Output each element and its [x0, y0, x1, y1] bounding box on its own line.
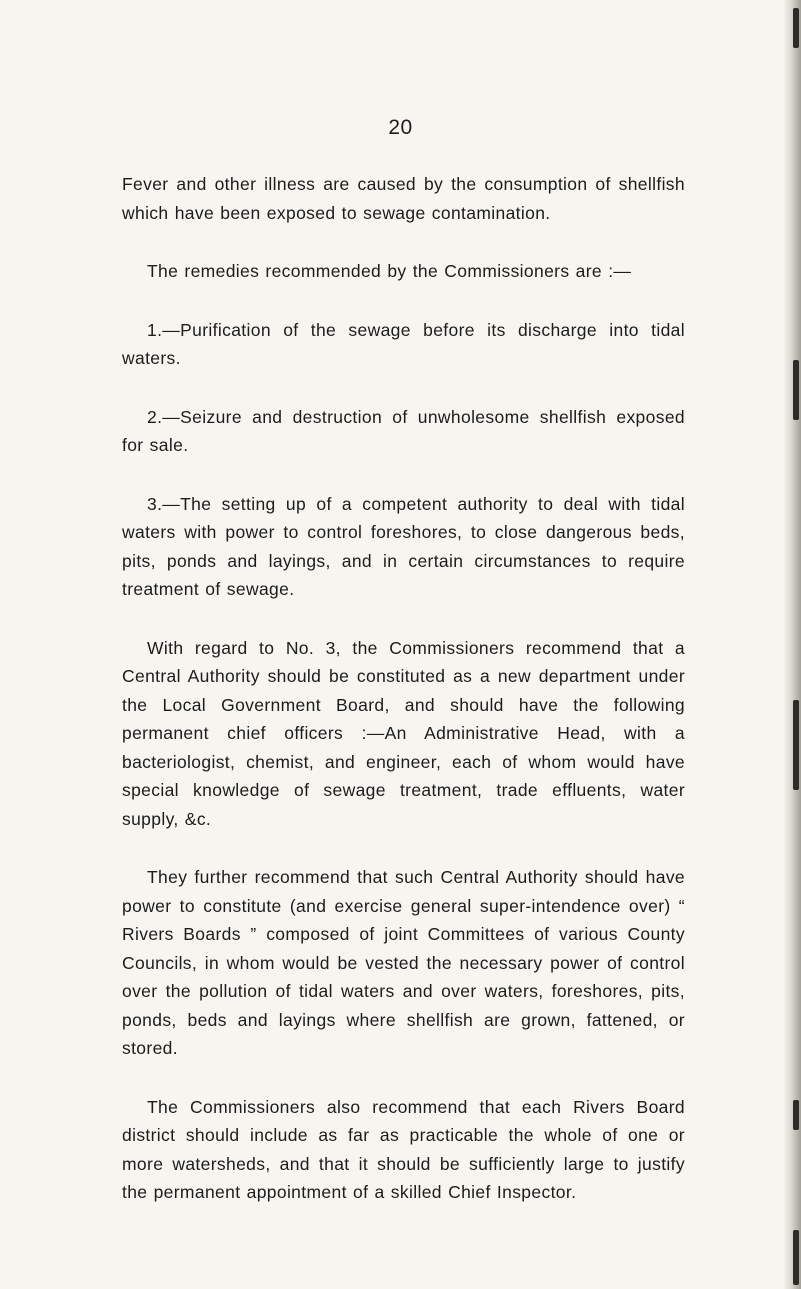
paragraph-chief-inspector: The Commissioners also recommend that each Rivers Board district should include as far as practicable the whole of one or more watersheds, and that it should be sufficiently large to justify the permanent appointment of a skilled Chief Inspector. [122, 1096, 685, 1202]
page-edge-mark [793, 8, 799, 48]
page-number: 20 [388, 116, 413, 139]
page-edge-mark [793, 1100, 799, 1130]
page-edge-shadow [783, 0, 801, 1289]
paragraph-central-authority: With regard to No. 3, the Commissioners recommend that a Central Authority should be constituted as a new department under the Local Government Board, and should have the following permanent chief officers :—An Administrative Head, with a bacteriologist, chemist, and engineer, each of whom would have special knowledge of sewage treatment, trade effluents, water supply, &c. [122, 637, 685, 829]
page-edge-mark [793, 360, 799, 420]
paragraph-remedies-intro: The remedies recommended by the Commissioners are :— [147, 261, 632, 281]
remedy-item-3: 3.—The setting up of a competent authority to deal with tidal waters with power to control foreshores, to close dangerous beds, pits, ponds and layings, and in certain circumstances to require treatment of sewage. [122, 493, 685, 599]
remedy-item-2: 2.—Seizure and destruction of unwholesome shellfish exposed for sale. [122, 406, 685, 455]
remedy-item-1: 1.—Purification of the sewage before its discharge into tidal waters. [122, 319, 685, 368]
paragraph-rivers-boards: They further recommend that such Central Authority should have power to constitute (and exercise general super-intendence over) “ Rivers Boards ” composed of joint Committees of various County Councils, in whom would be vested the necessary power of control over the pollution of tidal waters and over waters, foreshores, pits, ponds, beds and layings where shellfish are grown, fattened, or stored. [122, 867, 685, 1058]
page-edge-mark [793, 700, 799, 790]
paragraph-shellfish-illness: Fever and other illness are caused by the consumption of shellfish which have been exposed to sewage contamination. [122, 174, 685, 223]
document-body [122, 170, 685, 1207]
page-edge-mark [793, 1230, 799, 1285]
